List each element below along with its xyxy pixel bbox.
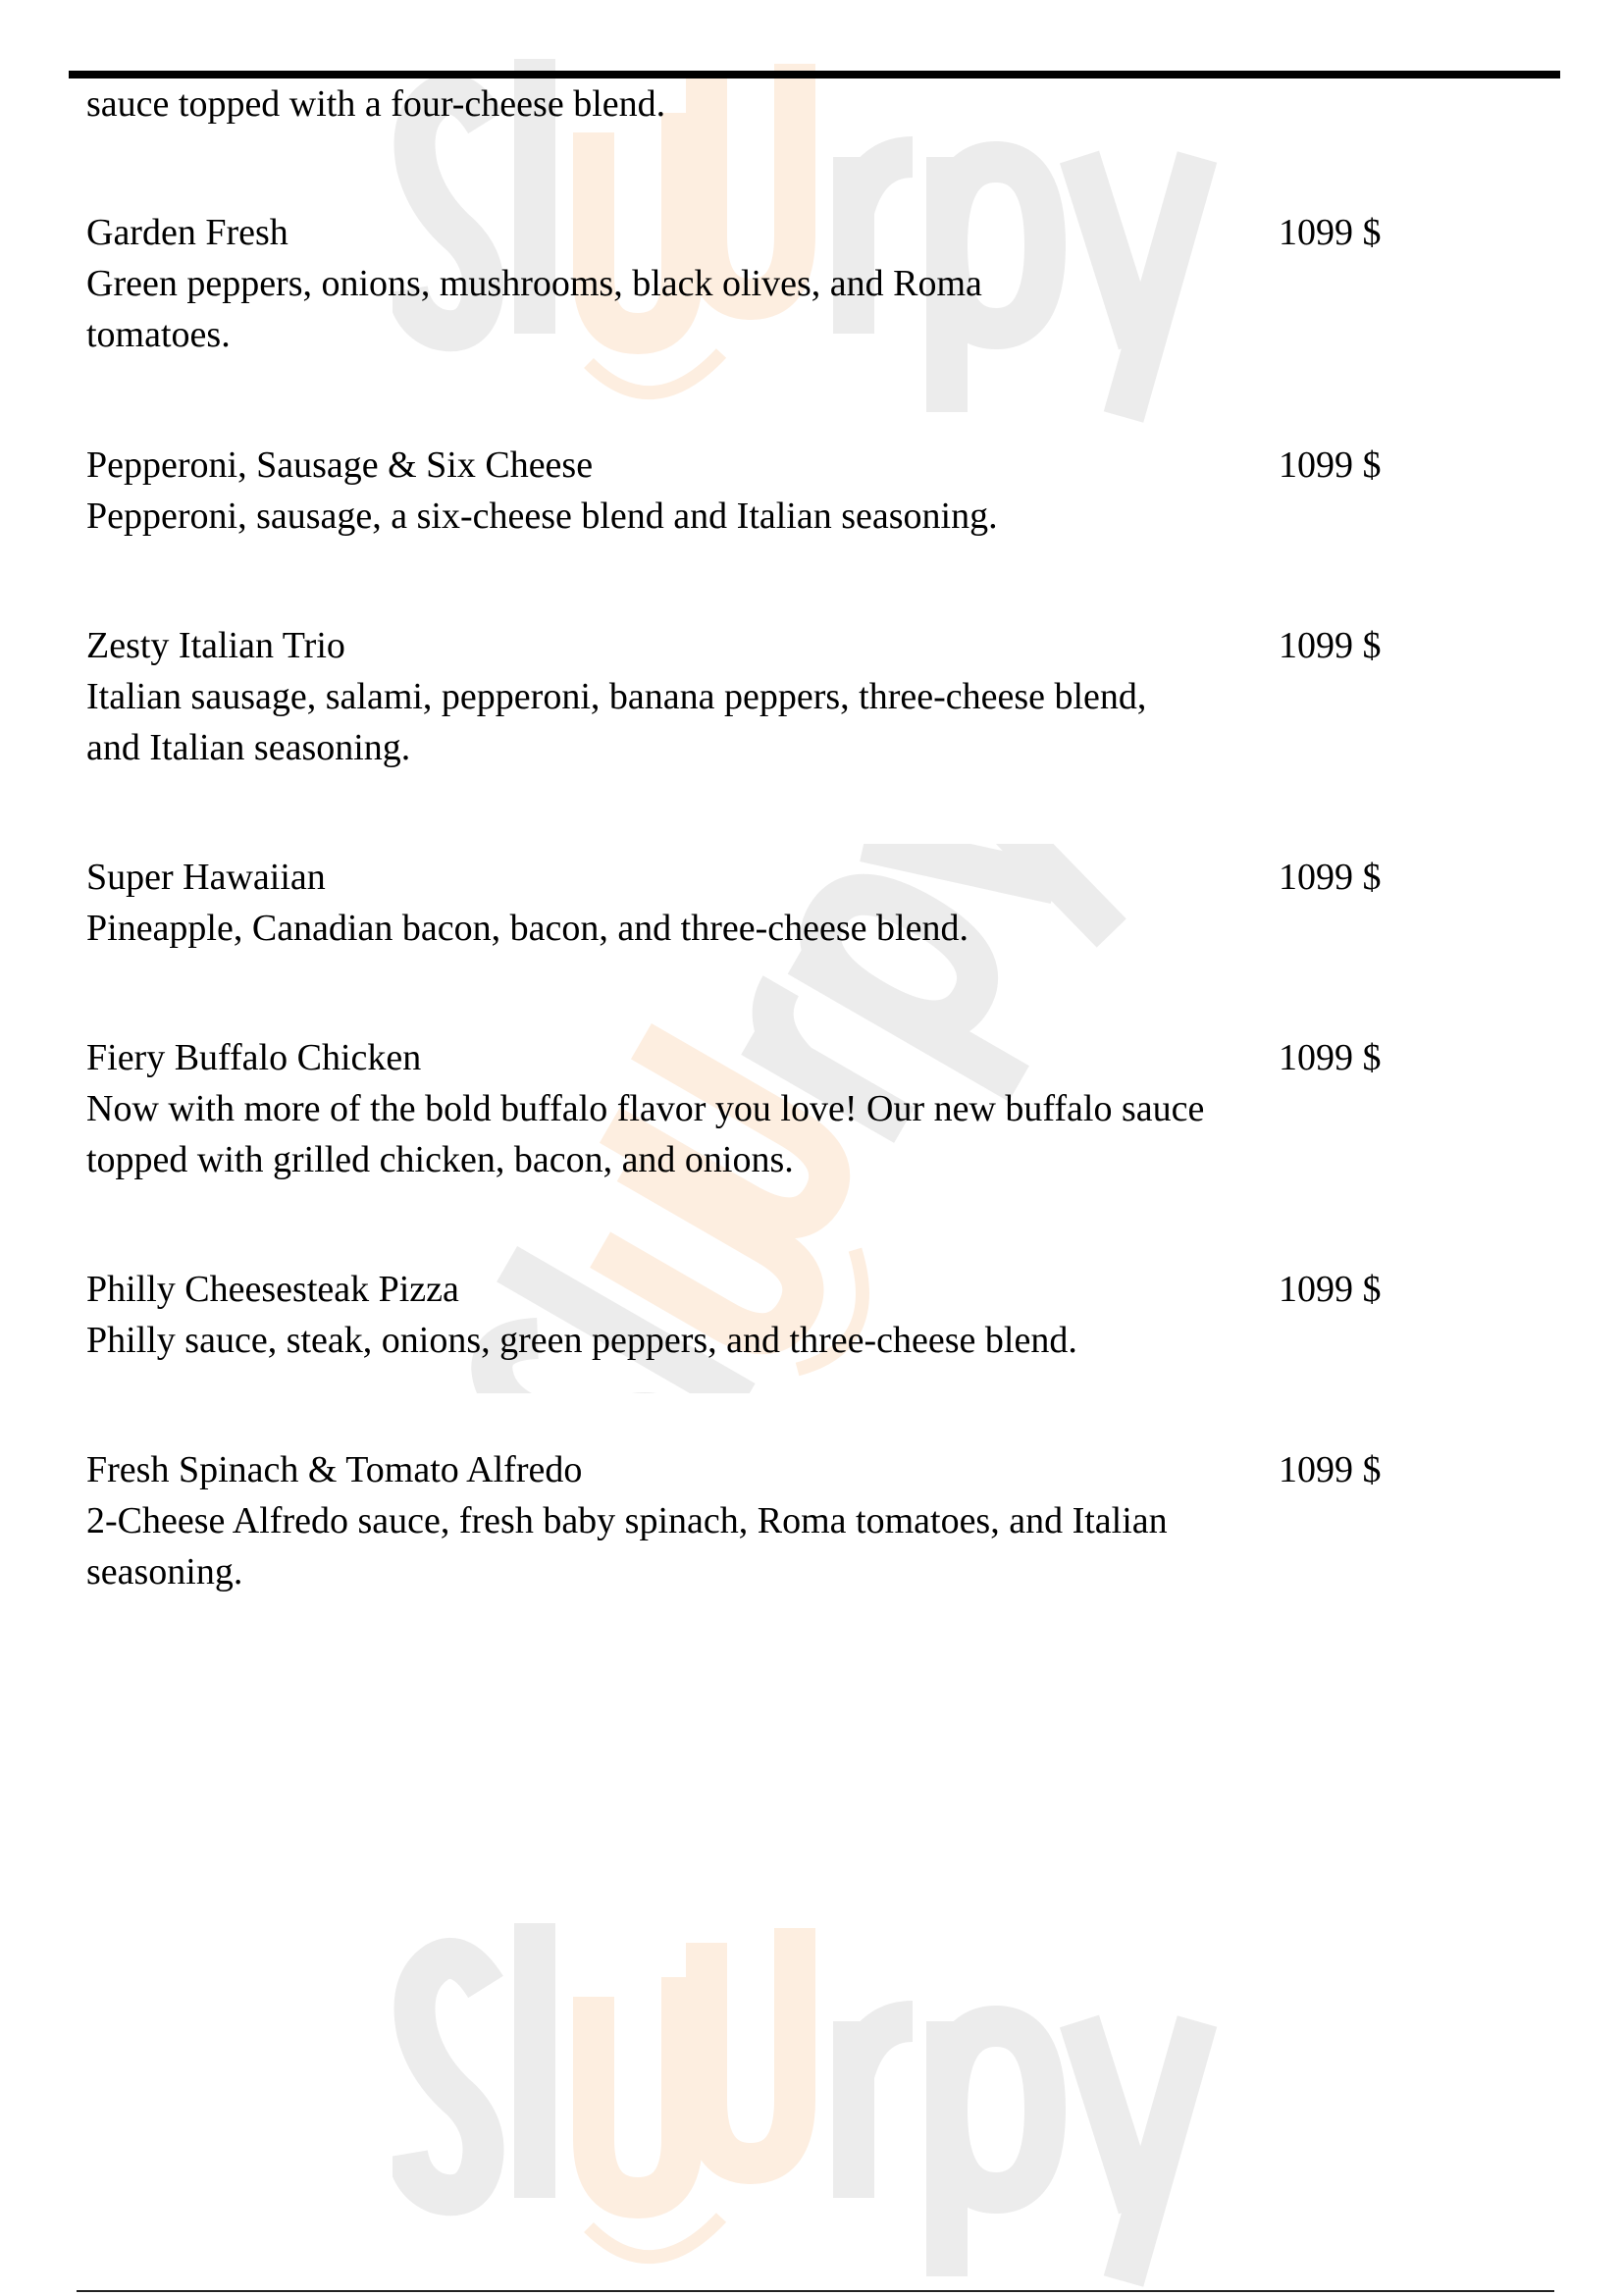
- continuation-text: sauce topped with a four-cheese blend.: [86, 83, 666, 125]
- item-description: Now with more of the bold buffalo flavor you love! Our new buffalo sauce topped with grilled chicken, bacon, and onions.: [86, 1088, 1205, 1180]
- item-price: 1099 $: [1279, 212, 1382, 253]
- item-description: Pepperoni, sausage, a six-cheese blend and Italian seasoning.: [86, 496, 998, 537]
- item-price: 1099 $: [1279, 444, 1382, 486]
- item-price: 1099 $: [1279, 857, 1382, 898]
- sluurpy-logo: [407, 1923, 1197, 2281]
- sluurpy-watermark-bottom: [393, 1904, 1236, 2296]
- item-name: Super Hawaiian: [86, 857, 326, 898]
- menu-item: [86, 440, 1460, 542]
- item-description: Pineapple, Canadian bacon, bacon, and three-cheese blend.: [86, 908, 969, 949]
- bottom-divider: [77, 2290, 1554, 2292]
- item-description: Philly sauce, steak, onions, green peppers, and three-cheese blend.: [86, 1320, 1077, 1361]
- item-name: Philly Cheesesteak Pizza: [86, 1269, 459, 1310]
- item-price: 1099 $: [1279, 625, 1382, 666]
- menu-item: [86, 620, 1460, 773]
- item-price: 1099 $: [1279, 1269, 1382, 1310]
- item-description: 2-Cheese Alfredo sauce, fresh baby spinach, Roma tomatoes, and Italian seasoning.: [86, 1500, 1168, 1592]
- menu-item: [86, 1444, 1460, 1597]
- item-description: Italian sausage, salami, pepperoni, banana peppers, three-cheese blend, and Italian seasoning.: [86, 676, 1147, 768]
- menu-item: [86, 852, 1460, 954]
- menu-item: [86, 207, 1460, 360]
- item-name: Garden Fresh: [86, 212, 288, 253]
- item-name: Fresh Spinach & Tomato Alfredo: [86, 1449, 583, 1490]
- menu-item: [86, 1032, 1460, 1185]
- item-name: Zesty Italian Trio: [86, 625, 345, 666]
- menu-item: [86, 1264, 1460, 1366]
- item-price: 1099 $: [1279, 1449, 1382, 1490]
- item-name: Fiery Buffalo Chicken: [86, 1037, 422, 1078]
- top-divider: [69, 71, 1560, 78]
- item-price: 1099 $: [1279, 1037, 1382, 1078]
- item-name: Pepperoni, Sausage & Six Cheese: [86, 444, 594, 486]
- item-description: Green peppers, onions, mushrooms, black olives, and Roma tomatoes.: [86, 263, 982, 355]
